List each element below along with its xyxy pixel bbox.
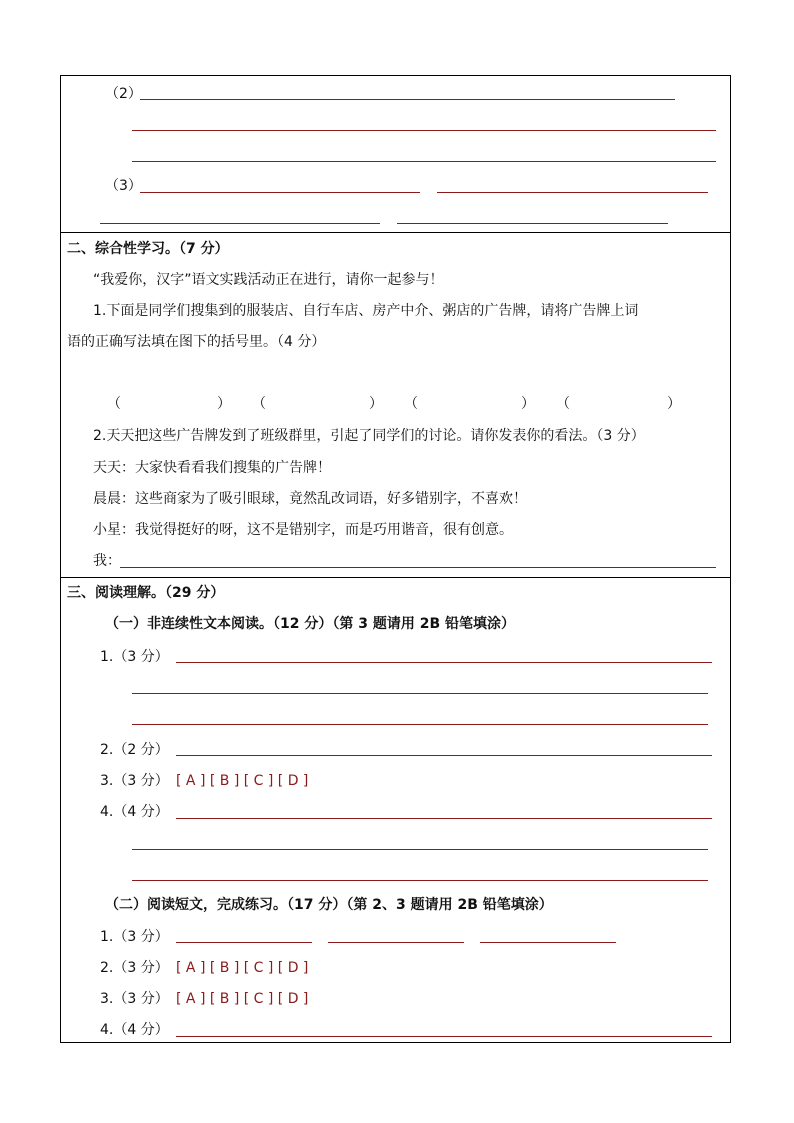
bracket-open: （ xyxy=(107,396,121,412)
dialog-line: 晨晨：这些商家为了吸引眼球，竟然乱改词语，好多错别字，不喜欢！ xyxy=(93,491,527,507)
choice-bubbles[interactable]: [ A ] [ B ] [ C ] [ D ] xyxy=(176,773,309,789)
section-intro: “我爱你，汉字”语文实践活动正在进行，请你一起参与！ xyxy=(93,272,444,288)
section-heading: 二、综合性学习。（7 分） xyxy=(67,241,229,257)
answer-line[interactable] xyxy=(100,223,380,224)
answer-line[interactable] xyxy=(176,1036,712,1037)
question-text: 2.天天把这些广告牌发到了班级群里，引起了同学们的讨论。请你发表你的看法。（3 分） xyxy=(93,428,645,444)
choice-bubbles[interactable]: [ A ] [ B ] [ C ] [ D ] xyxy=(176,991,309,1007)
question-label: 3.（3 分） xyxy=(100,773,169,789)
choice-bubbles[interactable]: [ A ] [ B ] [ C ] [ D ] xyxy=(176,960,309,976)
bracket-open: （ xyxy=(404,396,418,412)
answer-line[interactable] xyxy=(480,942,616,943)
bracket-open: （ xyxy=(556,396,570,412)
question-label: 3.（3 分） xyxy=(100,991,169,1007)
question-label: 2.（3 分） xyxy=(100,960,169,976)
answer-line[interactable] xyxy=(140,99,675,100)
question-label: 1.（3 分） xyxy=(100,929,169,945)
answer-label: 我： xyxy=(93,553,121,569)
answer-line[interactable] xyxy=(132,693,708,694)
subsection-heading: （一）非连续性文本阅读。（12 分）（第 3 题请用 2B 铅笔填涂） xyxy=(105,616,516,632)
sub-question-label: （2） xyxy=(105,86,142,102)
bracket-close: ） xyxy=(217,396,231,412)
bracket-close: ） xyxy=(521,396,535,412)
answer-line[interactable] xyxy=(176,818,712,819)
answer-line[interactable] xyxy=(132,161,716,162)
answer-line[interactable] xyxy=(140,192,420,193)
dialog-line: 小星：我觉得挺好的呀，这不是错别字，而是巧用谐音，很有创意。 xyxy=(93,522,513,538)
question-text: 1.下面是同学们搜集到的服装店、自行车店、房产中介、粥店的广告牌，请将广告牌上词 xyxy=(93,303,639,319)
answer-line[interactable] xyxy=(120,567,716,568)
answer-line[interactable] xyxy=(328,942,464,943)
answer-line[interactable] xyxy=(132,880,708,881)
question-label: 2.（2 分） xyxy=(100,742,169,758)
bracket-close: ） xyxy=(369,396,383,412)
bracket-close: ） xyxy=(667,396,681,412)
subsection-heading: （二）阅读短文，完成练习。（17 分）（第 2、3 题请用 2B 铅笔填涂） xyxy=(105,897,553,913)
question-text: 语的正确写法填在图下的括号里。（4 分） xyxy=(67,334,326,350)
answer-line[interactable] xyxy=(132,130,716,131)
answer-line[interactable] xyxy=(176,755,712,756)
sub-question-label: （3） xyxy=(105,178,142,194)
section-divider xyxy=(60,232,731,233)
answer-line[interactable] xyxy=(437,192,708,193)
section-heading: 三、阅读理解。（29 分） xyxy=(67,585,225,601)
question-label: 1.（3 分） xyxy=(100,649,169,665)
answer-line[interactable] xyxy=(397,223,668,224)
answer-line[interactable] xyxy=(176,662,712,663)
answer-line[interactable] xyxy=(132,724,708,725)
answer-line[interactable] xyxy=(176,942,312,943)
answer-line[interactable] xyxy=(132,849,708,850)
question-label: 4.（4 分） xyxy=(100,1022,169,1038)
question-label: 4.（4 分） xyxy=(100,804,169,820)
section-divider xyxy=(60,577,731,578)
bracket-open: （ xyxy=(252,396,266,412)
dialog-line: 天天：大家快看看我们搜集的广告牌！ xyxy=(93,460,331,476)
